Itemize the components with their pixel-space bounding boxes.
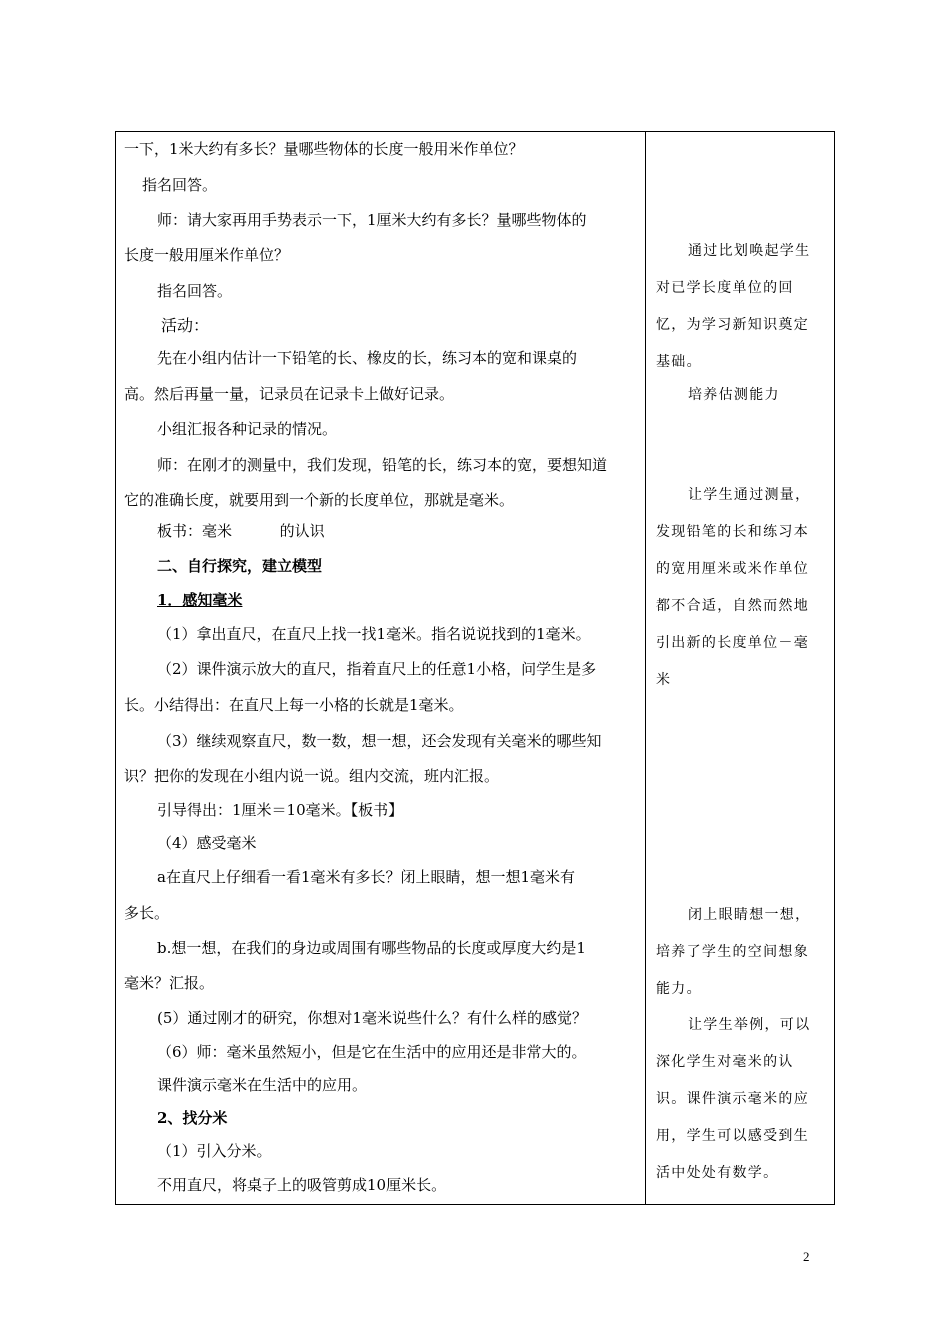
- content-line: （1）引入分米。: [157, 1142, 272, 1160]
- content-line: 长。小结得出：在直尺上每一小格的长就是1毫米。: [124, 696, 464, 714]
- table-column-divider: [645, 131, 646, 1205]
- note-line: 忆，为学习新知识奠定: [656, 317, 809, 333]
- page-number: 2: [803, 1249, 810, 1264]
- note-line: 对已学长度单位的回: [656, 280, 794, 296]
- content-line: （3）继续观察直尺，数一数，想一想，还会发现有关毫米的哪些知: [157, 732, 602, 750]
- note-line: 活中处处有数学。: [656, 1165, 779, 1181]
- content-line: 识？把你的发现在小组内说一说。组内交流，班内汇报。: [124, 767, 500, 785]
- content-line: a在直尺上仔细看一看1毫米有多长？闭上眼睛，想一想1毫米有: [157, 868, 576, 886]
- note-line: 引出新的长度单位－毫: [656, 635, 809, 651]
- note-line: 用，学生可以感受到生: [656, 1128, 809, 1144]
- note-line: 能力。: [656, 981, 702, 997]
- note-line: 识。课件演示毫米的应: [656, 1091, 809, 1107]
- content-line: 高。然后再量一量，记录员在记录卡上做好记录。: [124, 385, 455, 403]
- note-line: 闭上眼睛想一想，: [688, 907, 811, 923]
- content-line: （6）师：毫米虽然短小，但是它在生活中的应用还是非常大的。: [157, 1043, 587, 1061]
- note-line: 培养估测能力: [688, 387, 780, 403]
- note-line: 深化学生对毫米的认: [656, 1054, 794, 1070]
- note-line: 米: [656, 672, 672, 688]
- content-line: 引导得出：1厘米＝10毫米。【板书】: [157, 801, 404, 819]
- content-line: 课件演示毫米在生活中的应用。: [157, 1076, 368, 1094]
- content-line: 一下，1米大约有多长？量哪些物体的长度一般用米作单位？: [124, 140, 524, 158]
- note-line: 的宽用厘米或米作单位: [656, 561, 809, 577]
- content-line: 活动：: [161, 316, 210, 335]
- content-line: 师：在刚才的测量中，我们发现，铅笔的长，练习本的宽，要想知道: [157, 456, 608, 474]
- note-line: 基础。: [656, 354, 702, 370]
- subsection-heading: 2、找分米: [157, 1109, 228, 1127]
- content-line: 长度一般用厘米作单位？: [124, 246, 290, 264]
- note-line: 都不合适，自然而然地: [656, 598, 809, 614]
- content-line: 指名回答。: [142, 176, 218, 194]
- content-line: （1）拿出直尺，在直尺上找一找1毫米。指名说说找到的1毫米。: [157, 625, 591, 643]
- note-line: 发现铅笔的长和练习本: [656, 524, 809, 540]
- content-line: 指名回答。: [157, 282, 233, 300]
- content-line: 多长。: [124, 904, 170, 922]
- content-line: （2）课件演示放大的直尺，指着直尺上的任意1小格，问学生是多: [157, 660, 597, 678]
- content-line: b.想一想，在我们的身边或周围有哪些物品的长度或厚度大约是1: [157, 939, 586, 957]
- section-heading: 二、自行探究，建立模型: [157, 557, 323, 575]
- note-line: 通过比划唤起学生: [688, 243, 811, 259]
- content-line: 板书：毫米 的认识: [157, 522, 325, 540]
- content-line: 不用直尺，将桌子上的吸管剪成10厘米长。: [157, 1176, 447, 1194]
- content-line: 它的准确长度，就要用到一个新的长度单位，那就是毫米。: [124, 491, 515, 509]
- note-line: 让学生举例，可以: [688, 1017, 811, 1033]
- content-line: 师：请大家再用手势表示一下，1厘米大约有多长？量哪些物体的: [157, 211, 587, 229]
- content-line: 毫米？汇报。: [124, 974, 215, 992]
- content-line: 先在小组内估计一下铅笔的长、橡皮的长，练习本的宽和课桌的: [157, 349, 578, 367]
- subsection-heading: 1．感知毫米: [157, 591, 243, 609]
- content-line: （4）感受毫米: [157, 834, 257, 852]
- note-line: 培养了学生的空间想象: [656, 944, 809, 960]
- content-line: (5）通过刚才的研究，你想对1毫米说些什么？有什么样的感觉？: [157, 1009, 587, 1027]
- content-line: 小组汇报各种记录的情况。: [157, 420, 338, 438]
- note-line: 让学生通过测量，: [688, 487, 811, 503]
